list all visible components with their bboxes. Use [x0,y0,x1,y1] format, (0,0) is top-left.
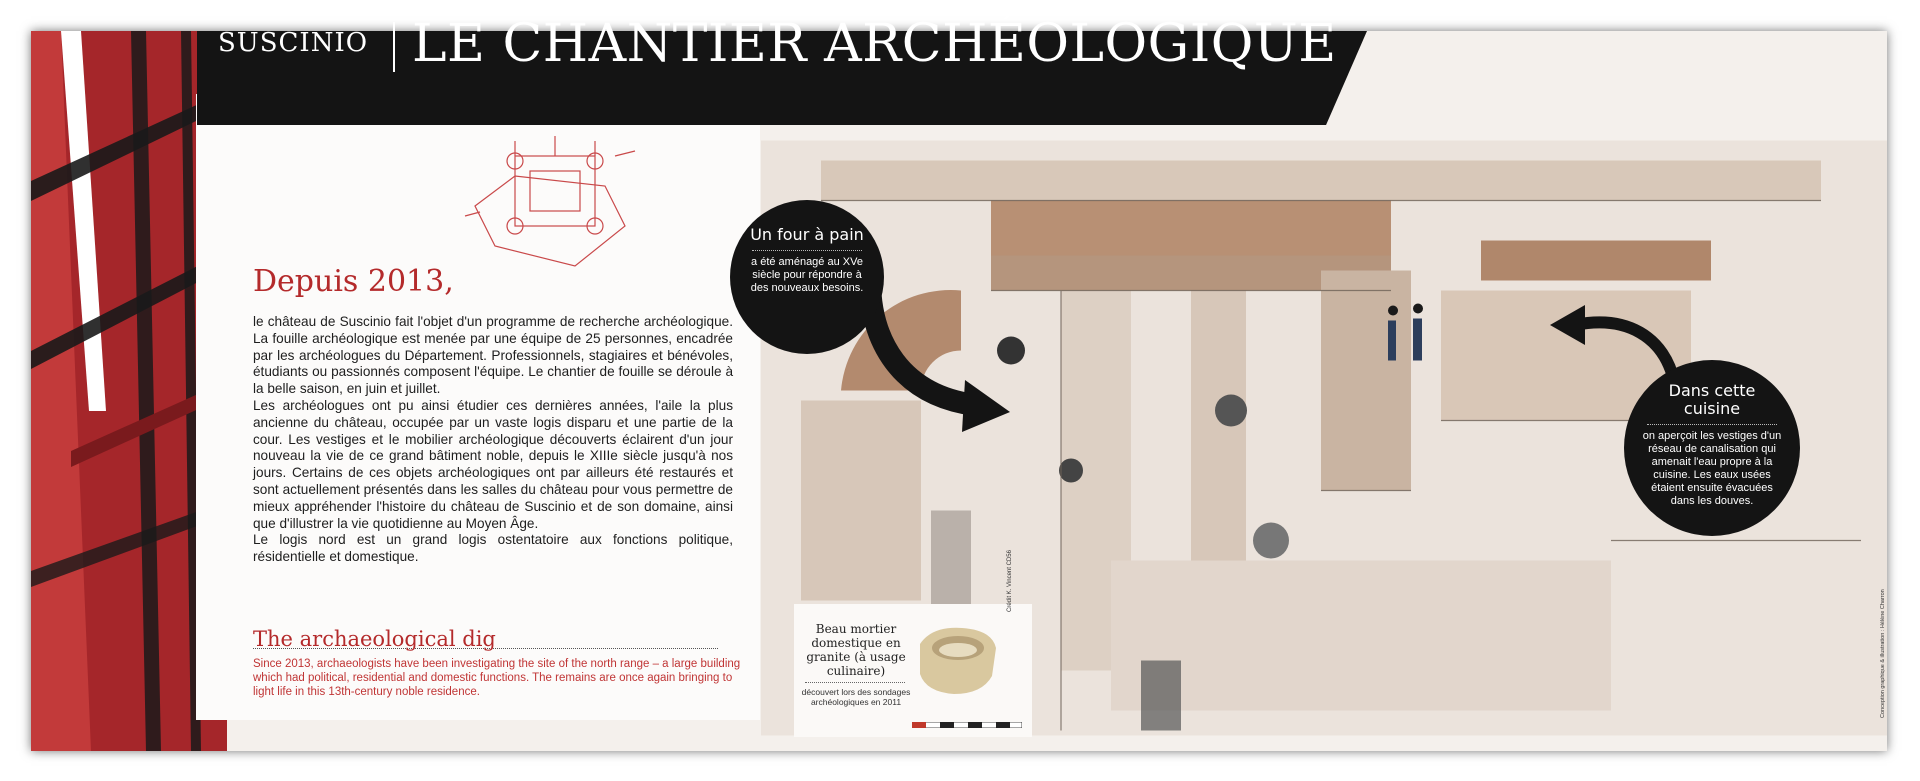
scale-bar [912,722,1022,728]
english-summary: Since 2013, archaeologists have been investigating the site of the north range – a large building which had political, residential and domestic functions. The remains are once again bringing to light life in this 13th-century noble residence. [253,658,741,698]
castle-plan-sketch [455,116,645,276]
kitchen-bubble-text: on aperçoit les vestiges d'un réseau de canalisation qui amenait l'eau propre à la cuisine. Les eaux usées étaient ensuite évacuées dans les douves. [1642,430,1782,507]
brand-logo: SUSCINIO [218,28,369,58]
english-heading: The archaeological dig [253,627,496,651]
kitchen-info-bubble [1624,360,1800,536]
oven-bubble-title: Un four à pain [750,225,864,244]
design-credit: Conception graphique & illustration : Hélène Charron [1880,589,1886,718]
title-separator [393,22,395,72]
mortar-title: Beau mortier domestique en granite (à usage culinaire) [806,622,906,678]
paragraph-2: Les archéologues ont pu ainsi étudier ces dernières années, l'aile la plus ancienne du château, occupée par un vaste logis disparu et une partie de la cour. Les vestiges et le mobilier archéologique découverts éclairent d'un jour nouveau la vie de ce grand bâtiment noble, depuis le XIIIe siècle jusqu'à nos jours. Certains de ces objets archéologiques ont par ailleurs été restaurés et sont actuellement présentés dans les salles du château pour vous permettre de mieux appréhender l'histoire du château de Suscinio et de son domaine, ainsi que d'illustrer la vie quotidienne au Moyen Âge. [253,397,733,531]
bubble-divider [752,250,862,251]
bubble-divider [1647,424,1777,425]
mortar-photo [912,614,1002,704]
section-heading: Depuis 2013, [253,264,454,299]
kitchen-bubble-title: Dans cette cuisine [1668,381,1756,418]
paragraph-3: Le logis nord est un grand logis ostentatoire aux fonctions politique, résidentielle et domestique. [253,532,733,565]
paragraph-1: le château de Suscinio fait l'objet d'un programme de recherche archéologique. La fouille archéologique est menée par une équipe de 25 personnes, encadrée par les archéologues du Département. Professionnels, stagiaires et bénévoles, étudiants ou passionnés composent l'équipe. Le chantier de fouille se déroule à la belle saison, en juin et juillet. [253,314,733,397]
page-title: LE CHANTIER ARCHÉOLOGIQUE [412,14,1337,74]
photo-credit: Crédit K. Vincent CD56 [1007,550,1013,612]
body-text [253,314,733,566]
oven-bubble-text: a été aménagé au XVe siècle pour répondre à des nouveaux besoins. [750,256,864,294]
oven-info-bubble [730,200,884,354]
mortar-divider [805,682,905,683]
mortar-subtitle: découvert lors des sondages archéologiques en 2011 [801,687,911,707]
